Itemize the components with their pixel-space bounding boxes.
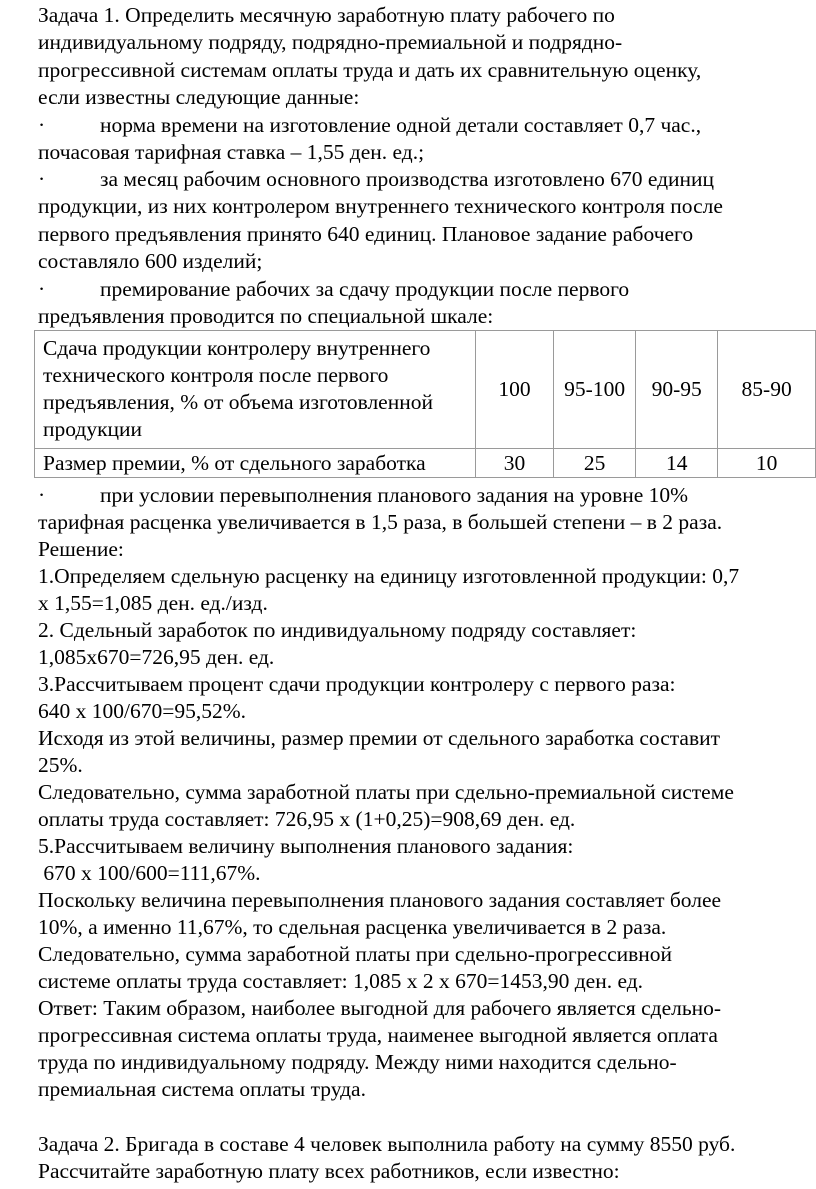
task1-line: прогрессивной системам оплаты труда и дать их сравнительную оценку, bbox=[38, 58, 702, 82]
bullet-marker: · bbox=[38, 167, 46, 191]
bullet-item bbox=[38, 112, 812, 139]
solution-line: 1,085х670=726,95 ден. ед. bbox=[38, 645, 275, 669]
table-cell: 10 bbox=[718, 449, 816, 478]
bullet-text: первого предъявления принято 640 единиц. Плановое задание рабочего bbox=[38, 222, 694, 246]
answer-line: прогрессивная система оплаты труда, наименее выгодной является оплата bbox=[38, 1023, 718, 1047]
table-cell: 14 bbox=[636, 449, 718, 478]
bullet-text: тарифная расценка увеличивается в 1,5 раза, в большей степени – в 2 раза. bbox=[38, 510, 723, 534]
solution-line: Поскольку величина перевыполнения планового задания составляет более bbox=[38, 888, 722, 912]
bullet-item bbox=[38, 166, 812, 193]
solution-line: 640 х 100/670=95,52%. bbox=[38, 699, 247, 723]
task1-line: Задача 1. Определить месячную заработную плату рабочего по bbox=[38, 3, 615, 27]
answer-line: премиальная система оплаты труда. bbox=[38, 1077, 366, 1101]
task1-line: индивидуальному подряду, подрядно-премиальной и подрядно- bbox=[38, 30, 623, 54]
solution-line: 5.Рассчитываем величину выполнения планового задания: bbox=[38, 834, 574, 858]
solution-line: 670 х 100/600=111,67%. bbox=[38, 861, 261, 885]
bullet-text: норма времени на изготовление одной детали составляет 0,7 час., bbox=[100, 113, 702, 137]
answer-line: труда по индивидуальному подряду. Между ними находится сдельно- bbox=[38, 1050, 677, 1074]
bullet-marker: · bbox=[38, 483, 46, 507]
premium-scale-table bbox=[34, 330, 816, 478]
bullet-item bbox=[38, 482, 812, 509]
table-header-value: 90-95 bbox=[636, 331, 718, 449]
table-header-label: Сдача продукции контролеру внутреннего технического контроля после первого предъявления, % от объема изготовленной продукции bbox=[35, 331, 476, 449]
answer-line: Ответ: Таким образом, наиболее выгодной для рабочего является сдельно- bbox=[38, 996, 722, 1020]
table-row-label: Размер премии, % от сдельного заработка bbox=[35, 449, 476, 478]
bullet-text: за месяц рабочим основного производства изготовлено 670 единиц bbox=[100, 167, 715, 191]
solution-line: 25%. bbox=[38, 753, 83, 777]
bullet-text: предъявления проводится по специальной шкале: bbox=[38, 304, 494, 328]
solution-line: 3.Рассчитываем процент сдачи продукции контролеру с первого раза: bbox=[38, 672, 676, 696]
task2-line: Рассчитайте заработную плату всех работников, если известно: bbox=[38, 1159, 620, 1183]
task1-line: если известны следующие данные: bbox=[38, 85, 360, 109]
solution-line: 2. Сдельный заработок по индивидуальному подряду составляет: bbox=[38, 618, 637, 642]
bullet-text: премирование рабочих за сдачу продукции после первого bbox=[100, 277, 630, 301]
bullet-text: почасовая тарифная ставка – 1,55 ден. ед.; bbox=[38, 140, 425, 164]
solution-line: оплаты труда составляет: 726,95 х (1+0,25)=908,69 ден. ед. bbox=[38, 807, 576, 831]
bullet-marker: · bbox=[38, 277, 46, 301]
table-row bbox=[35, 449, 816, 478]
solution-line: Решение: bbox=[38, 537, 124, 561]
solution-line: системе оплаты труда составляет: 1,085 х 2 х 670=1453,90 ден. ед. bbox=[38, 969, 644, 993]
solution-line: 10%, а именно 11,67%, то сдельная расценка увеличивается в 2 раза. bbox=[38, 915, 667, 939]
table-row bbox=[35, 331, 816, 449]
bullet-marker: · bbox=[38, 113, 46, 137]
bullet-text: при условии перевыполнения планового задания на уровне 10% bbox=[100, 483, 689, 507]
table-cell: 30 bbox=[475, 449, 553, 478]
bullet-item bbox=[38, 276, 812, 303]
table-header-value: 100 bbox=[475, 331, 553, 449]
table-header-value: 95-100 bbox=[554, 331, 636, 449]
solution-line: Следовательно, сумма заработной платы при сдельно-премиальной системе bbox=[38, 780, 734, 804]
bullet-text: составляло 600 изделий; bbox=[38, 249, 263, 273]
table-cell: 25 bbox=[554, 449, 636, 478]
solution-line: Исходя из этой величины, размер премии от сдельного заработка составит bbox=[38, 726, 721, 750]
solution-line: 1.Определяем сдельную расценку на единицу изготовленной продукции: 0,7 bbox=[38, 564, 740, 588]
table-header-value: 85-90 bbox=[718, 331, 816, 449]
task2-line: Задача 2. Бригада в составе 4 человек выполнила работу на сумму 8550 руб. bbox=[38, 1132, 736, 1156]
bullet-text: продукции, из них контролером внутреннего технического контроля после bbox=[38, 194, 723, 218]
solution-line: Следовательно, сумма заработной платы при сдельно-прогрессивной bbox=[38, 942, 673, 966]
solution-line: х 1,55=1,085 ден. ед./изд. bbox=[38, 591, 268, 615]
